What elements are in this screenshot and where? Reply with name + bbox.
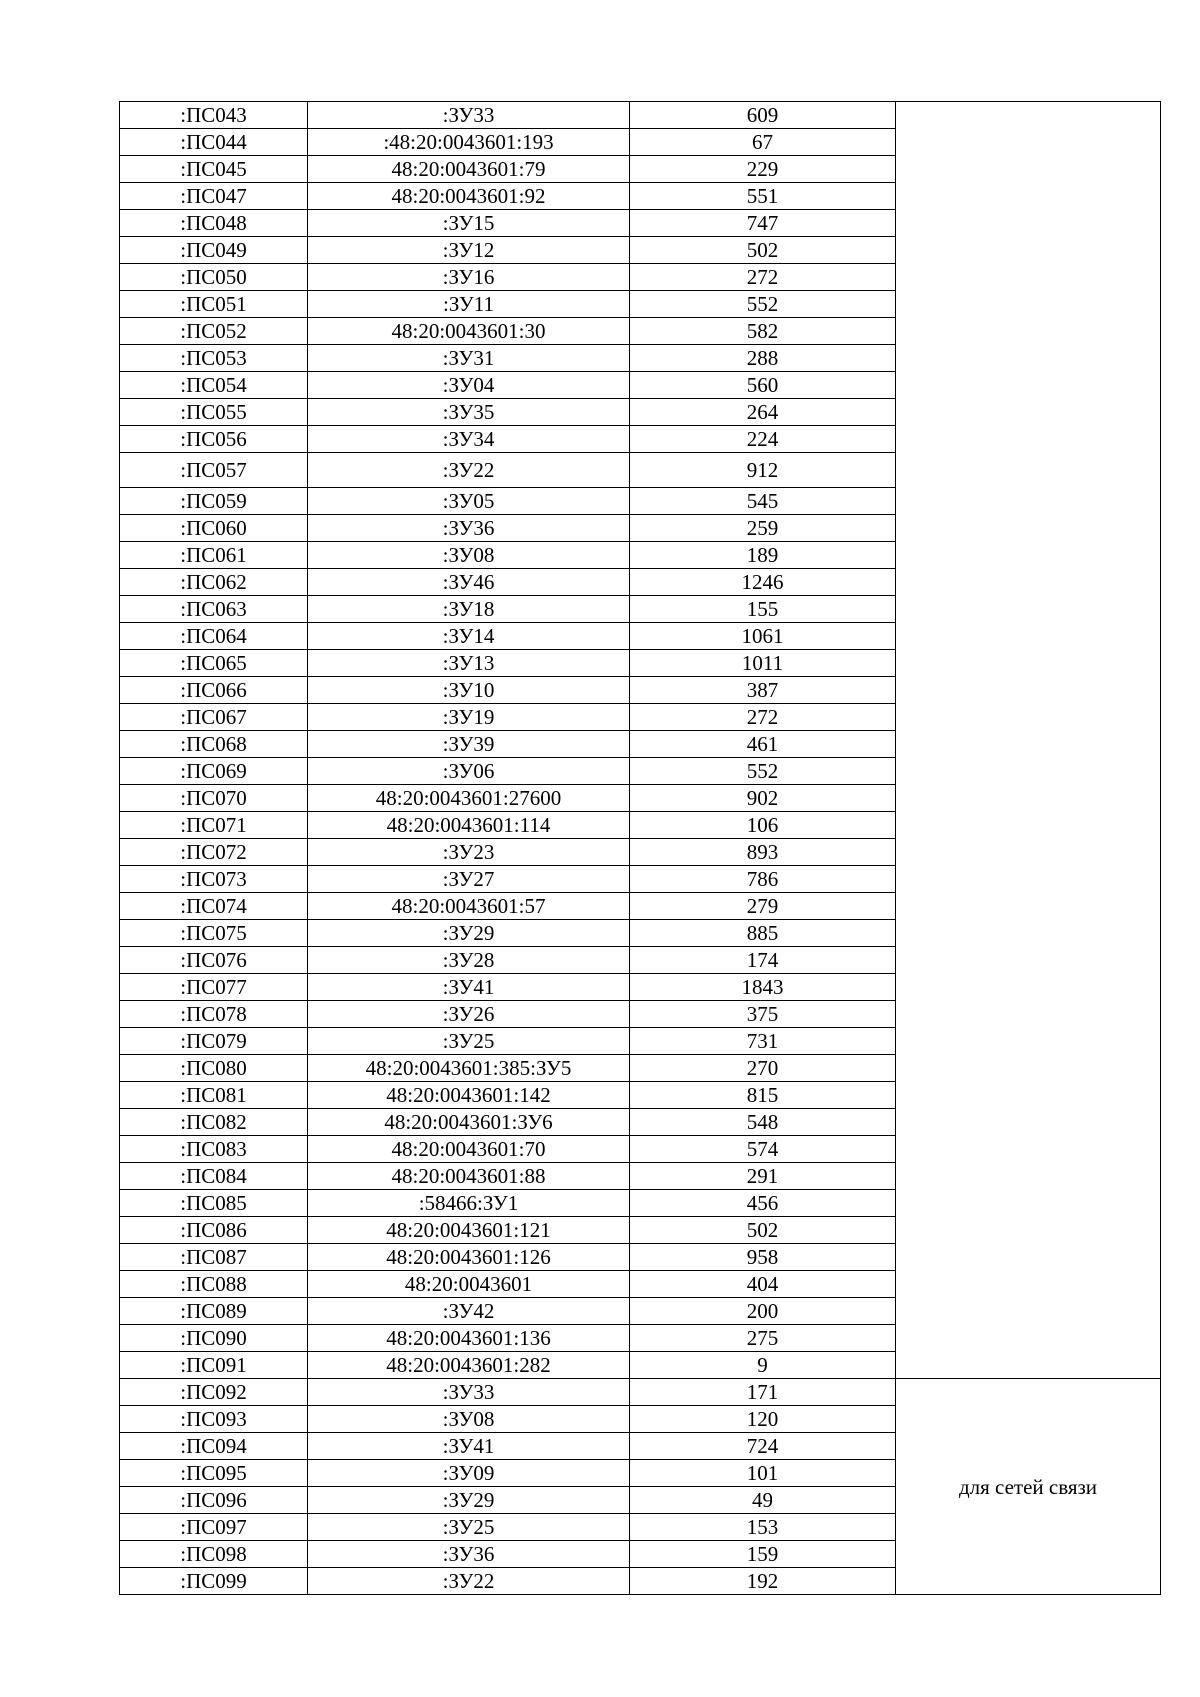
area-cell: 174 xyxy=(630,947,896,974)
zone-number-cell: :ПС044 xyxy=(120,129,308,156)
area-cell: 574 xyxy=(630,1136,896,1163)
table-row xyxy=(120,1379,1161,1406)
parcel-cadastral-cell: :ЗУ46 xyxy=(308,569,630,596)
parcel-cadastral-cell: :ЗУ04 xyxy=(308,372,630,399)
parcel-cadastral-cell: :ЗУ08 xyxy=(308,1406,630,1433)
table-row xyxy=(120,102,1161,129)
parcel-cadastral-cell: :ЗУ08 xyxy=(308,542,630,569)
zone-number-cell: :ПС080 xyxy=(120,1055,308,1082)
zone-number-cell: :ПС063 xyxy=(120,596,308,623)
zone-number-cell: :ПС096 xyxy=(120,1487,308,1514)
parcel-cadastral-cell: 48:20:0043601:92 xyxy=(308,183,630,210)
zone-number-cell: :ПС056 xyxy=(120,426,308,453)
area-cell: 270 xyxy=(630,1055,896,1082)
parcel-cadastral-cell: 48:20:0043601:282 xyxy=(308,1352,630,1379)
parcel-cadastral-cell: :48:20:0043601:193 xyxy=(308,129,630,156)
area-cell: 902 xyxy=(630,785,896,812)
parcel-cadastral-cell: :ЗУ28 xyxy=(308,947,630,974)
parcel-cadastral-cell: :ЗУ26 xyxy=(308,1001,630,1028)
zone-number-cell: :ПС064 xyxy=(120,623,308,650)
area-cell: 106 xyxy=(630,812,896,839)
area-cell: 747 xyxy=(630,210,896,237)
parcel-cadastral-cell: :ЗУ36 xyxy=(308,1541,630,1568)
zone-number-cell: :ПС071 xyxy=(120,812,308,839)
area-cell: 288 xyxy=(630,345,896,372)
parcel-cadastral-cell: :ЗУ31 xyxy=(308,345,630,372)
parcel-cadastral-cell: 48:20:0043601:136 xyxy=(308,1325,630,1352)
zone-number-cell: :ПС074 xyxy=(120,893,308,920)
parcel-cadastral-cell: 48:20:0043601:142 xyxy=(308,1082,630,1109)
area-cell: 461 xyxy=(630,731,896,758)
parcel-cadastral-cell: 48:20:0043601:57 xyxy=(308,893,630,920)
parcel-cadastral-cell: 48:20:0043601:79 xyxy=(308,156,630,183)
zone-number-cell: :ПС051 xyxy=(120,291,308,318)
area-cell: 279 xyxy=(630,893,896,920)
area-cell: 552 xyxy=(630,758,896,785)
zone-number-cell: :ПС059 xyxy=(120,488,308,515)
zone-number-cell: :ПС076 xyxy=(120,947,308,974)
zone-number-cell: :ПС097 xyxy=(120,1514,308,1541)
parcel-cadastral-cell: :ЗУ22 xyxy=(308,453,630,488)
parcel-cadastral-cell: :ЗУ25 xyxy=(308,1028,630,1055)
parcel-cadastral-cell: 48:20:0043601:114 xyxy=(308,812,630,839)
zone-number-cell: :ПС073 xyxy=(120,866,308,893)
zone-number-cell: :ПС068 xyxy=(120,731,308,758)
area-cell: 155 xyxy=(630,596,896,623)
area-cell: 153 xyxy=(630,1514,896,1541)
zone-number-cell: :ПС054 xyxy=(120,372,308,399)
parcel-cadastral-cell: :ЗУ41 xyxy=(308,1433,630,1460)
zone-number-cell: :ПС060 xyxy=(120,515,308,542)
parcel-cadastral-cell: :ЗУ27 xyxy=(308,866,630,893)
zone-number-cell: :ПС057 xyxy=(120,453,308,488)
zone-number-cell: :ПС089 xyxy=(120,1298,308,1325)
parcel-cadastral-cell: :ЗУ09 xyxy=(308,1460,630,1487)
parcel-cadastral-cell: :ЗУ12 xyxy=(308,237,630,264)
parcels-table-body xyxy=(120,102,1161,1595)
zone-number-cell: :ПС069 xyxy=(120,758,308,785)
area-cell: 560 xyxy=(630,372,896,399)
zone-number-cell: :ПС067 xyxy=(120,704,308,731)
parcel-cadastral-cell: 48:20:0043601:70 xyxy=(308,1136,630,1163)
zone-number-cell: :ПС078 xyxy=(120,1001,308,1028)
area-cell: 582 xyxy=(630,318,896,345)
parcel-cadastral-cell: :ЗУ19 xyxy=(308,704,630,731)
zone-number-cell: :ПС065 xyxy=(120,650,308,677)
parcel-cadastral-cell: :ЗУ14 xyxy=(308,623,630,650)
zone-number-cell: :ПС043 xyxy=(120,102,308,129)
parcel-cadastral-cell: :58466:ЗУ1 xyxy=(308,1190,630,1217)
area-cell: 1061 xyxy=(630,623,896,650)
area-cell: 67 xyxy=(630,129,896,156)
area-cell: 171 xyxy=(630,1379,896,1406)
area-cell: 224 xyxy=(630,426,896,453)
zone-number-cell: :ПС081 xyxy=(120,1082,308,1109)
parcel-cadastral-cell: :ЗУ29 xyxy=(308,1487,630,1514)
parcel-cadastral-cell: 48:20:0043601:126 xyxy=(308,1244,630,1271)
area-cell: 120 xyxy=(630,1406,896,1433)
zone-number-cell: :ПС066 xyxy=(120,677,308,704)
parcel-cadastral-cell: :ЗУ39 xyxy=(308,731,630,758)
zone-number-cell: :ПС048 xyxy=(120,210,308,237)
parcel-cadastral-cell: :ЗУ25 xyxy=(308,1514,630,1541)
zone-number-cell: :ПС079 xyxy=(120,1028,308,1055)
parcel-cadastral-cell: :ЗУ41 xyxy=(308,974,630,1001)
parcel-cadastral-cell: 48:20:0043601:30 xyxy=(308,318,630,345)
area-cell: 1011 xyxy=(630,650,896,677)
zone-number-cell: :ПС085 xyxy=(120,1190,308,1217)
area-cell: 815 xyxy=(630,1082,896,1109)
area-cell: 387 xyxy=(630,677,896,704)
parcel-cadastral-cell: :ЗУ13 xyxy=(308,650,630,677)
area-cell: 545 xyxy=(630,488,896,515)
area-cell: 101 xyxy=(630,1460,896,1487)
area-cell: 189 xyxy=(630,542,896,569)
zone-number-cell: :ПС088 xyxy=(120,1271,308,1298)
parcel-cadastral-cell: :ЗУ05 xyxy=(308,488,630,515)
parcel-cadastral-cell: :ЗУ42 xyxy=(308,1298,630,1325)
area-cell: 502 xyxy=(630,1217,896,1244)
area-cell: 275 xyxy=(630,1325,896,1352)
parcel-cadastral-cell: 48:20:0043601:88 xyxy=(308,1163,630,1190)
parcel-cadastral-cell: :ЗУ22 xyxy=(308,1568,630,1595)
parcel-cadastral-cell: :ЗУ35 xyxy=(308,399,630,426)
area-cell: 49 xyxy=(630,1487,896,1514)
parcel-cadastral-cell: :ЗУ10 xyxy=(308,677,630,704)
zone-number-cell: :ПС086 xyxy=(120,1217,308,1244)
zone-number-cell: :ПС049 xyxy=(120,237,308,264)
area-cell: 731 xyxy=(630,1028,896,1055)
area-cell: 159 xyxy=(630,1541,896,1568)
area-cell: 259 xyxy=(630,515,896,542)
zone-number-cell: :ПС084 xyxy=(120,1163,308,1190)
parcel-cadastral-cell: :ЗУ34 xyxy=(308,426,630,453)
area-cell: 724 xyxy=(630,1433,896,1460)
parcel-cadastral-cell: :ЗУ36 xyxy=(308,515,630,542)
zone-number-cell: :ПС094 xyxy=(120,1433,308,1460)
area-cell: 552 xyxy=(630,291,896,318)
parcel-cadastral-cell: :ЗУ33 xyxy=(308,102,630,129)
area-cell: 1246 xyxy=(630,569,896,596)
parcel-cadastral-cell: 48:20:0043601:385:ЗУ5 xyxy=(308,1055,630,1082)
area-cell: 404 xyxy=(630,1271,896,1298)
zone-number-cell: :ПС072 xyxy=(120,839,308,866)
zone-number-cell: :ПС062 xyxy=(120,569,308,596)
zone-number-cell: :ПС047 xyxy=(120,183,308,210)
parcel-cadastral-cell: 48:20:0043601:121 xyxy=(308,1217,630,1244)
zone-number-cell: :ПС050 xyxy=(120,264,308,291)
area-cell: 893 xyxy=(630,839,896,866)
area-cell: 264 xyxy=(630,399,896,426)
area-cell: 1843 xyxy=(630,974,896,1001)
parcel-cadastral-cell: 48:20:0043601:ЗУ6 xyxy=(308,1109,630,1136)
area-cell: 502 xyxy=(630,237,896,264)
area-cell: 609 xyxy=(630,102,896,129)
zone-number-cell: :ПС075 xyxy=(120,920,308,947)
zone-number-cell: :ПС077 xyxy=(120,974,308,1001)
zone-number-cell: :ПС082 xyxy=(120,1109,308,1136)
zone-number-cell: :ПС053 xyxy=(120,345,308,372)
zone-number-cell: :ПС087 xyxy=(120,1244,308,1271)
area-cell: 9 xyxy=(630,1352,896,1379)
zone-number-cell: :ПС061 xyxy=(120,542,308,569)
parcel-cadastral-cell: :ЗУ15 xyxy=(308,210,630,237)
area-cell: 272 xyxy=(630,704,896,731)
area-cell: 229 xyxy=(630,156,896,183)
parcel-cadastral-cell: :ЗУ29 xyxy=(308,920,630,947)
purpose-cell xyxy=(896,102,1161,1379)
parcels-table xyxy=(119,101,1161,1595)
area-cell: 551 xyxy=(630,183,896,210)
parcel-cadastral-cell: :ЗУ06 xyxy=(308,758,630,785)
zone-number-cell: :ПС098 xyxy=(120,1541,308,1568)
purpose-cell: для сетей связи xyxy=(896,1379,1161,1595)
area-cell: 786 xyxy=(630,866,896,893)
zone-number-cell: :ПС093 xyxy=(120,1406,308,1433)
zone-number-cell: :ПС070 xyxy=(120,785,308,812)
parcel-cadastral-cell: :ЗУ16 xyxy=(308,264,630,291)
parcel-cadastral-cell: :ЗУ11 xyxy=(308,291,630,318)
area-cell: 200 xyxy=(630,1298,896,1325)
parcel-cadastral-cell: 48:20:0043601:27600 xyxy=(308,785,630,812)
parcel-cadastral-cell: :ЗУ18 xyxy=(308,596,630,623)
area-cell: 375 xyxy=(630,1001,896,1028)
zone-number-cell: :ПС095 xyxy=(120,1460,308,1487)
zone-number-cell: :ПС092 xyxy=(120,1379,308,1406)
area-cell: 885 xyxy=(630,920,896,947)
area-cell: 291 xyxy=(630,1163,896,1190)
parcel-cadastral-cell: :ЗУ23 xyxy=(308,839,630,866)
area-cell: 912 xyxy=(630,453,896,488)
area-cell: 548 xyxy=(630,1109,896,1136)
area-cell: 456 xyxy=(630,1190,896,1217)
area-cell: 958 xyxy=(630,1244,896,1271)
zone-number-cell: :ПС090 xyxy=(120,1325,308,1352)
zone-number-cell: :ПС045 xyxy=(120,156,308,183)
zone-number-cell: :ПС055 xyxy=(120,399,308,426)
zone-number-cell: :ПС052 xyxy=(120,318,308,345)
zone-number-cell: :ПС091 xyxy=(120,1352,308,1379)
zone-number-cell: :ПС099 xyxy=(120,1568,308,1595)
parcel-cadastral-cell: :ЗУ33 xyxy=(308,1379,630,1406)
area-cell: 192 xyxy=(630,1568,896,1595)
area-cell: 272 xyxy=(630,264,896,291)
parcel-cadastral-cell: 48:20:0043601 xyxy=(308,1271,630,1298)
zone-number-cell: :ПС083 xyxy=(120,1136,308,1163)
